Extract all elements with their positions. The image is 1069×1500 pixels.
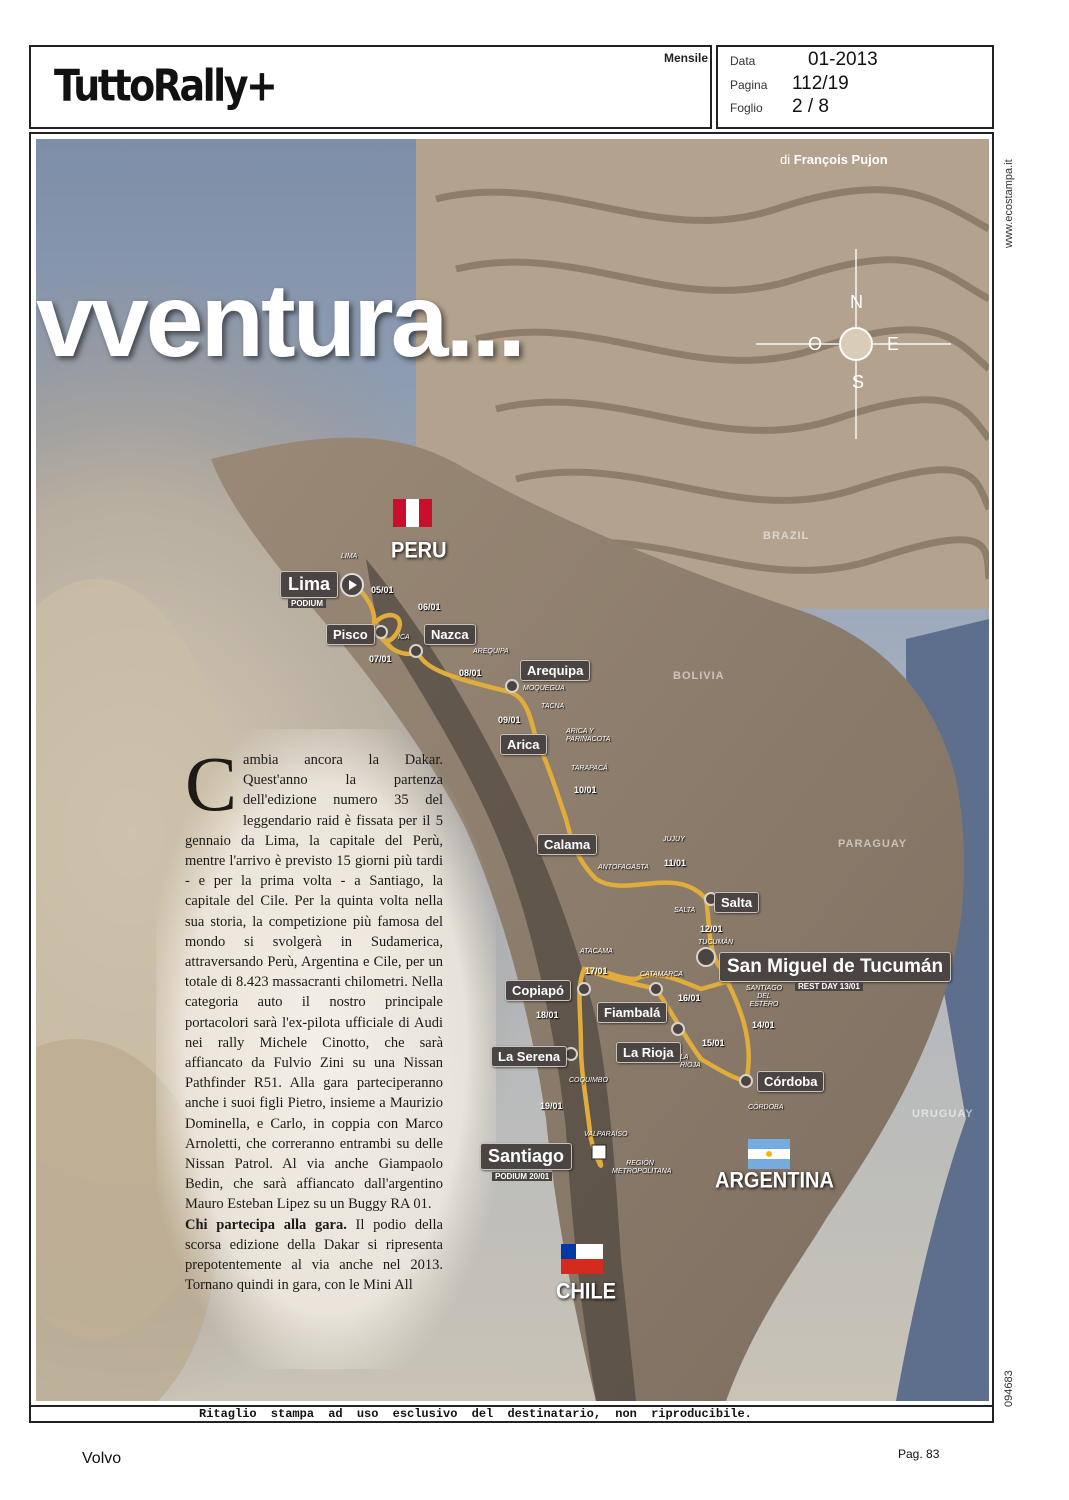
article-paragraph-1: ambia ancora la Dakar. Quest'anno la partenza dell'edizione numero 35 del leggendario raid è fissata per il 5 gennaio da Lima, la capitale del Perù, mentre l'arrivo è previsto 15 giorni più tardi - e per la prima volta - a Santiago, la capitale del Cile. Per la quinta volta nella sua storia, la competizione più famosa del mondo si svolgerà in Sudamerica, attraversando Perù, Argentina e Cile, per un totale di 8.423 massacranti chilometri. Nella categoria auto il nostro principale portacolori sarà l'ex-pilota ufficiale di Audi nei rally Michele Cinotto, che sarà affiancato da Fulvio Zini su una Nissan Pathfinder R51. Alla gara parteciperanno anche i suoi figli Pietro, insieme a Maurizio Dominella, e Carlo, in coppia con Marco Arnoletti, che correranno entrambi su delle Nissan Patrol. Al via anche Giampaolo Bedin, che sarà affiancato dall'argentino Mauro Esteban Lipez su un Buggy RA 01. — [185, 752, 443, 1213]
magazine-logo: TuttoRally+ — [54, 60, 276, 111]
byline: di François Pujon — [780, 152, 888, 167]
date-label: 14/01 — [752, 1020, 775, 1030]
meta-label-pagina: Pagina — [730, 78, 768, 92]
city-arica: Arica — [500, 734, 547, 755]
city-la-serena: La Serena — [491, 1046, 567, 1067]
compass-north: N — [850, 292, 863, 312]
region-label: SANTIAGO DEL ESTERO — [745, 985, 783, 1008]
city-salta: Salta — [714, 892, 759, 913]
date-label: 16/01 — [678, 993, 701, 1003]
region-label: COQUIMBO — [569, 1077, 608, 1084]
region-label: ICA — [398, 634, 410, 641]
city-tucuman-sub: REST DAY 13/01 — [795, 982, 863, 991]
compass-east: E — [887, 334, 900, 354]
argentina-flag — [748, 1139, 790, 1169]
country-uruguay: URUGUAY — [912, 1108, 974, 1120]
country-argentina: ARGENTINA — [715, 1168, 834, 1194]
meta-value-foglio: 2 / 8 — [792, 96, 829, 117]
city-arequipa: Arequipa — [520, 660, 590, 681]
city-lima-sub: PODIUM — [288, 599, 326, 608]
date-label: 12/01 — [700, 924, 723, 934]
date-label: 08/01 — [459, 668, 482, 678]
headline: vventura... — [36, 263, 524, 379]
drop-cap: C — [185, 740, 238, 827]
city-fiambala: Fiambalá — [597, 1002, 667, 1023]
date-label: 17/01 — [585, 966, 608, 976]
region-label: VALPARAÍSO — [584, 1131, 628, 1138]
country-chile: CHILE — [556, 1279, 616, 1305]
region-label: ATACAMA — [580, 948, 613, 955]
copyright-note: Ritaglio stampa ad uso esclusivo del destinatario, non riproducibile. — [31, 1405, 992, 1423]
country-peru: PERU — [391, 538, 447, 564]
article-subhead: Chi partecipa alla gara. — [185, 1216, 347, 1233]
date-label: 07/01 — [369, 654, 392, 664]
peru-flag — [393, 499, 432, 527]
clipping-code: 094683 — [1003, 1370, 1015, 1407]
region-label: ARICA Y PARINACOTA — [566, 728, 611, 743]
region-label: JUJUY — [663, 836, 685, 843]
region-label: REGIÓN METROPOLITANA — [612, 1160, 672, 1175]
compass-south: S — [852, 372, 865, 392]
region-label: AREQUIPA — [473, 648, 509, 655]
date-label: 19/01 — [540, 1101, 563, 1111]
city-santiago-sub: PODIUM 20/01 — [492, 1172, 552, 1181]
page-number: Pag. 83 — [898, 1447, 940, 1461]
city-la-rioja: La Rioja — [616, 1042, 681, 1063]
region-label: TUCUMÁN — [698, 939, 733, 946]
region-label: LA RIOJA — [680, 1054, 701, 1069]
region-label: SALTA — [674, 907, 696, 914]
city-cordoba: Córdoba — [757, 1071, 824, 1092]
meta-value-pagina: 112/19 — [792, 73, 849, 94]
chile-flag — [561, 1244, 603, 1274]
date-label: 09/01 — [498, 715, 521, 725]
date-label: 15/01 — [702, 1038, 725, 1048]
meta-value-data: 01-2013 — [808, 49, 878, 70]
city-pisco: Pisco — [326, 624, 375, 645]
date-label: 11/01 — [664, 858, 687, 868]
byline-author: François Pujon — [793, 152, 888, 167]
region-label: CATAMARCA — [640, 971, 683, 978]
city-tucuman: San Miguel de Tucumán — [719, 952, 951, 982]
date-label: 05/01 — [371, 585, 394, 595]
region-label: TARAPACÁ — [571, 765, 608, 772]
meta-label-foglio: Foglio — [730, 101, 763, 115]
article-paragraph-2: Il podio della scorsa edizione della Dakar si ripresenta prepotentemente al via anche nel 2013. Tornano quindi in gara, con le Mini All — [185, 1216, 443, 1294]
compass-west: O — [808, 334, 823, 354]
meta-label-data: Data — [730, 54, 756, 68]
date-label: 10/01 — [574, 785, 597, 795]
date-label: 18/01 — [536, 1010, 559, 1020]
city-calama: Calama — [537, 834, 597, 855]
region-label: CÓRDOBA — [748, 1104, 784, 1111]
region-label: MOQUEGUA — [523, 685, 565, 692]
city-copiapo: Copiapó — [505, 980, 571, 1001]
source-url: www.ecostampa.it — [1003, 159, 1015, 248]
country-brazil: BRAZIL — [763, 530, 810, 542]
country-bolivia: BOLIVIA — [673, 670, 725, 682]
article-body — [185, 740, 443, 1295]
region-label: ANTOFAGASTA — [598, 864, 649, 871]
region-label: TACNA — [541, 703, 565, 710]
country-paraguay: PARAGUAY — [838, 838, 908, 850]
city-santiago: Santiago — [480, 1143, 572, 1170]
region-label: LIMA — [341, 553, 358, 560]
client-name: Volvo — [82, 1450, 122, 1467]
city-lima: Lima — [280, 571, 338, 598]
date-label: 06/01 — [418, 602, 441, 612]
city-nazca: Nazca — [424, 624, 476, 645]
frequency-label: Mensile — [664, 51, 709, 65]
start-icon — [340, 573, 364, 597]
